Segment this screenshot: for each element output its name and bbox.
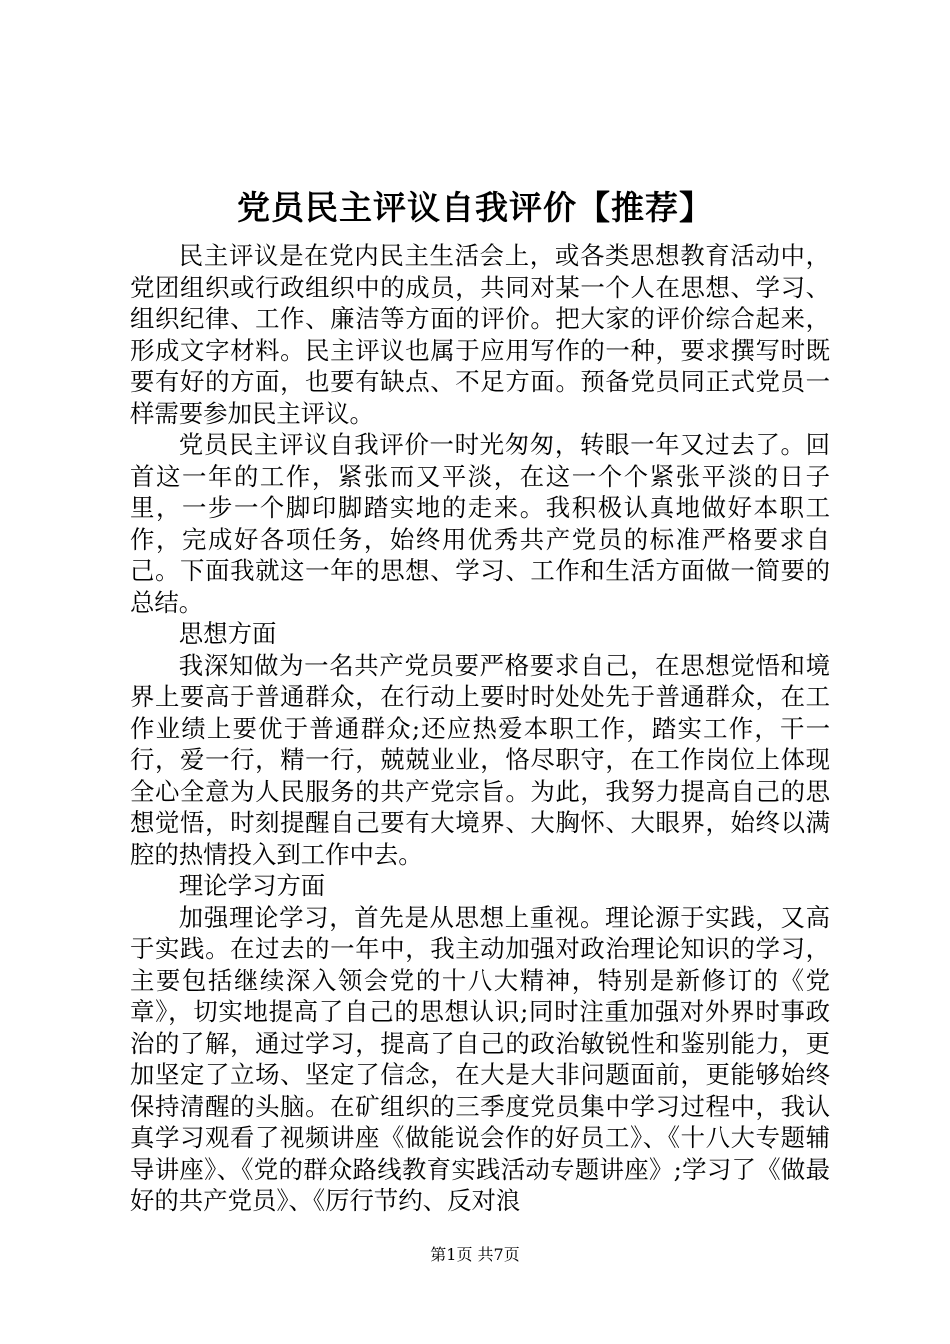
- section-heading-thought: 思想方面: [178, 619, 277, 648]
- self-evaluation-paragraph: 党员民主评议自我评价一时光匆匆，转眼一年又过去了。回首这一年的工作，紧张而又平淡，在这一个个紧张平淡的日子里，一步一个脚印脚踏实地的走来。我积极认真地做好本职工作，完成好各项任务，始终用优秀共产党员的标准严格要求自己。下面我就这一年的思想、学习、工作和生活方面做一简要的总结。: [130, 430, 830, 617]
- document-body: [130, 240, 830, 1217]
- theory-paragraph: 加强理论学习，首先是从思想上重视。理论源于实践，又高于实践。在过去的一年中，我主动加强对政治理论知识的学习，主要包括继续深入领会党的十八大精神，特别是新修订的《党章》，切实地提高了自己的思想认识;同时注重加强对外界时事政治的了解，通过学习，提高了自己的政治敏锐性和鉴别能力，更加坚定了立场、坚定了信念，在大是大非问题面前，更能够始终保持清醒的头脑。在矿组织的三季度党员集中学习过程中，我认真学习观看了视频讲座《做能说会作的好员工》、《十八大专题辅导讲座》、《党的群众路线教育实践活动专题讲座》;学习了《做最好的共产党员》、《厉行节约、反对浪: [130, 902, 830, 1215]
- thought-paragraph: 我深知做为一名共产党员要严格要求自己，在思想觉悟和境界上要高于普通群众，在行动上要时时处处先于普通群众，在工作业绩上要优于普通群众;还应热爱本职工作，踏实工作，干一行，爱一行，精一行，兢兢业业，恪尽职守，在工作岗位上体现全心全意为人民服务的共产党宗旨。为此，我努力提高自己的思想觉悟，时刻提醒自己要有大境界、大胸怀、大眼界，始终以满腔的热情投入到工作中去。: [130, 650, 830, 869]
- section-heading-theory: 理论学习方面: [178, 871, 326, 900]
- page-footer: 第1页 共7页: [430, 1245, 520, 1264]
- document-title: 党员民主评议自我评价【推荐】: [237, 188, 713, 227]
- intro-paragraph: 民主评议是在党内民主生活会上，或各类思想教育活动中，党团组织或行政组织中的成员，共同对某一个人在思想、学习、组织纪律、工作、廉洁等方面的评价。把大家的评价综合起来，形成文字材料。民主评议也属于应用写作的一种，要求撰写时既要有好的方面，也要有缺点、不足方面。预备党员同正式党员一样需要参加民主评议。: [130, 241, 830, 428]
